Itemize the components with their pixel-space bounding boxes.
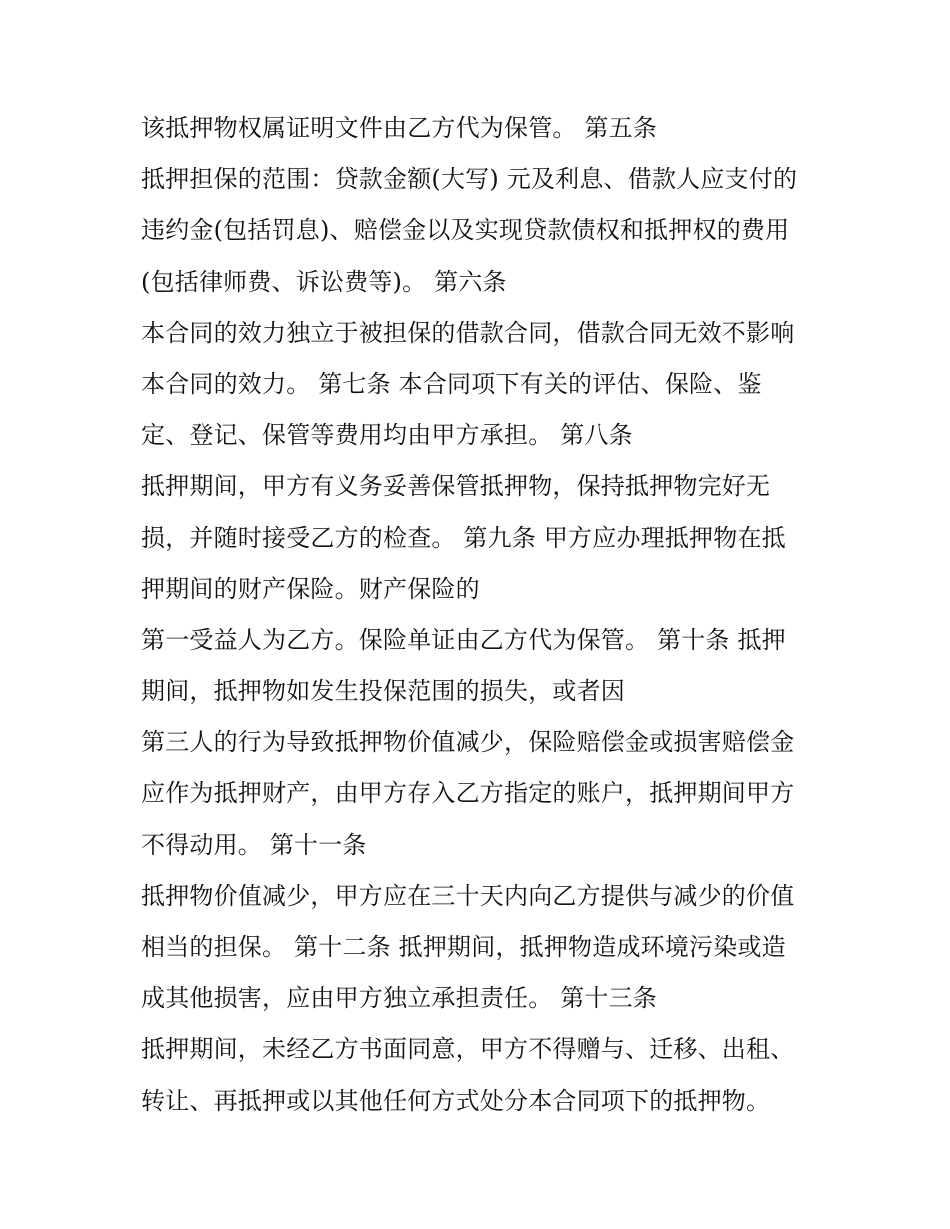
contract-text [141, 108, 841, 1132]
text-line: 转让、再抵押或以其他任何方式处分本合同项下的抵押物。 [141, 1086, 771, 1115]
text-line: 相当的担保。 第十二条 抵押期间，抵押物造成环境污染或造 [141, 933, 786, 961]
text-line: 抵押物价值减少，甲方应在三十天内向乙方提供与减少的价值 [141, 881, 795, 910]
text-line: 期间，抵押物如发生投保范围的损失，或者因 [141, 677, 625, 706]
text-line: 损，并随时接受乙方的检查。 第九条 甲方应办理抵押物在抵 [141, 523, 786, 552]
text-line: 成其他损害，应由甲方独立承担责任。 第十三条 [141, 984, 658, 1013]
text-line: 不得动用。 第十一条 [141, 830, 367, 859]
text-line: 应作为抵押财产，由甲方存入乙方指定的账户，抵押期间甲方 [141, 779, 795, 808]
text-line: 抵押期间，甲方有义务妥善保管抵押物，保持抵押物完好无 [141, 472, 771, 501]
text-line: 本合同的效力。 第七条 本合同项下有关的评估、保险、鉴 [141, 369, 762, 398]
text-line: 抵押担保的范围：贷款金额(大写) 元及利息、借款人应支付的 [141, 165, 798, 194]
text-line: 该抵押物权属证明文件由乙方代为保管。 第五条 [141, 114, 658, 142]
text-line: 押期间的财产保险。财产保险的 [141, 574, 480, 603]
text-line: 第三人的行为导致抵押物价值减少，保险赔偿金或损害赔偿金 [141, 728, 795, 757]
text-line: 违约金(包括罚息)、赔偿金以及实现贷款债权和抵押权的费用 [141, 216, 790, 245]
text-line: 定、登记、保管等费用均由甲方承担。 第八条 [141, 421, 633, 450]
text-line: 本合同的效力独立于被担保的借款合同，借款合同无效不影响 [141, 318, 795, 347]
text-line: 第一受益人为乙方。保险单证由乙方代为保管。 第十条 抵押 [141, 625, 786, 654]
text-line: 抵押期间，未经乙方书面同意，甲方不得赠与、迁移、出租、 [141, 1035, 795, 1064]
text-line: (包括律师费、诉讼费等)。 第六条 [141, 267, 507, 296]
